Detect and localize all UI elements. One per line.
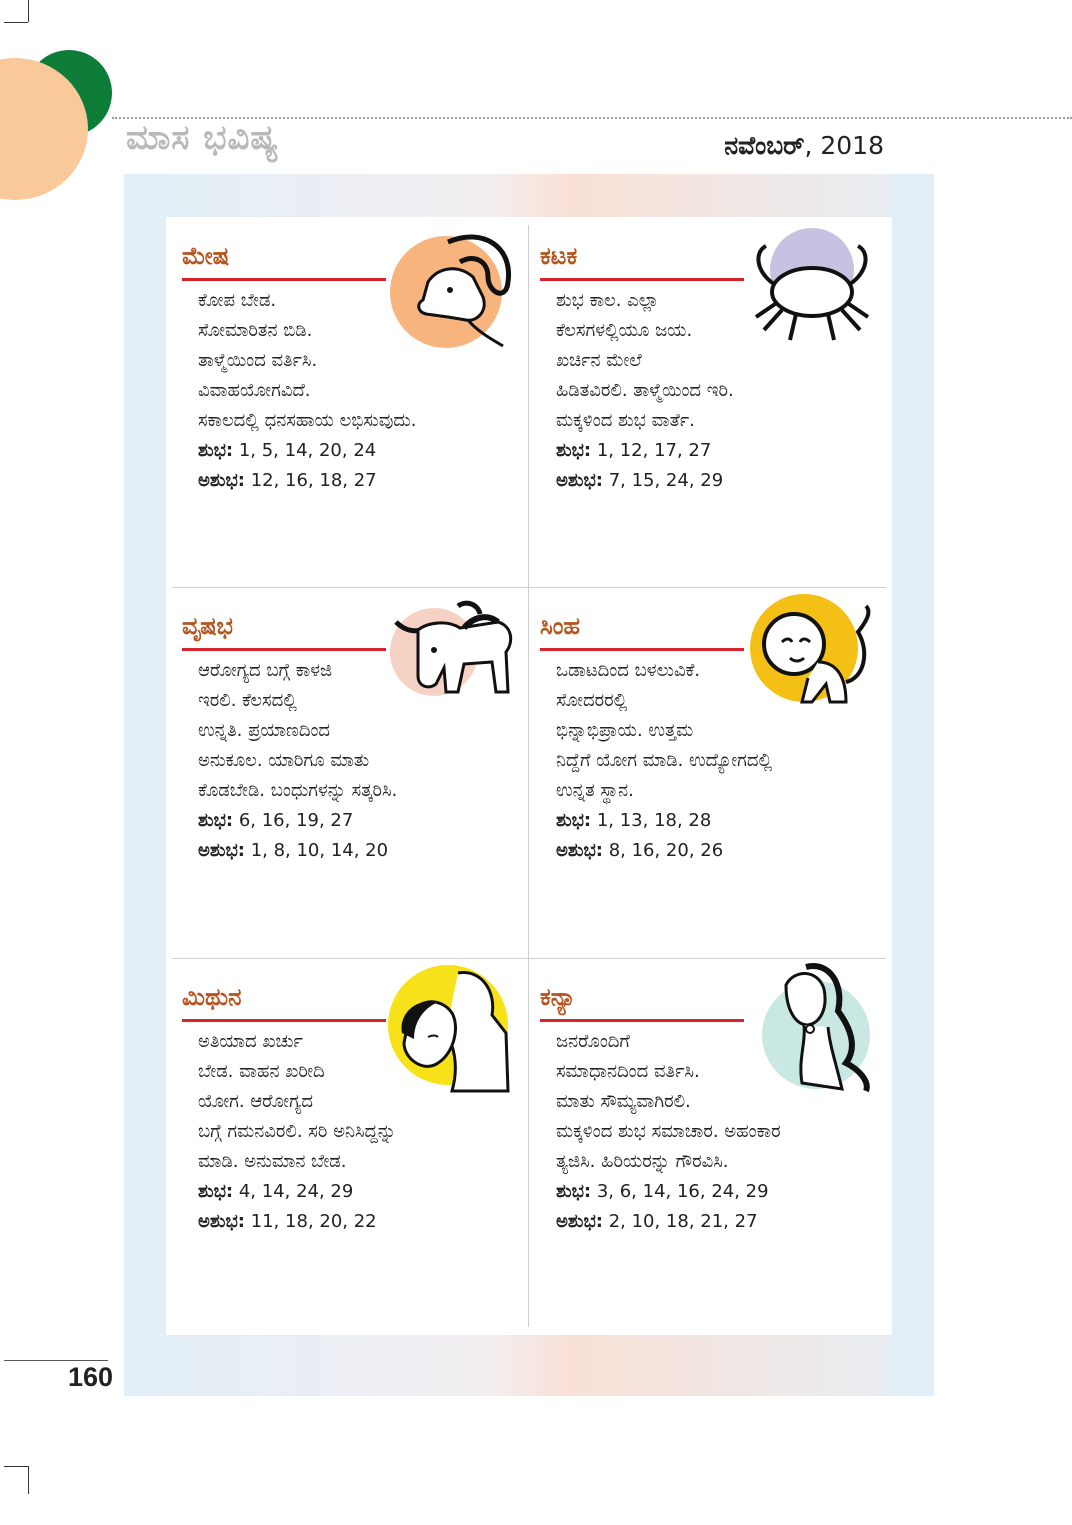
- lucky-values: 6, 16, 19, 27: [238, 810, 354, 831]
- panel-side-left: [124, 174, 166, 1396]
- prediction-line: ಸೋಮಾರಿತನ ಬಿಡಿ.: [198, 320, 313, 341]
- unlucky-label: ಅಶುಭ:: [198, 1211, 245, 1232]
- unlucky-dates: [556, 466, 734, 496]
- prediction-line: ಮಕ್ಕಳಿಂದ ಶುಭ ಸಮಾಚಾರ. ಅಹಂಕಾರ: [556, 1121, 781, 1142]
- sign-cell-kataka: [526, 222, 882, 592]
- page-number-rule: [4, 1360, 108, 1361]
- lucky-label: ಶುಭ:: [556, 810, 592, 831]
- sign-name: ವೃಷಭ: [182, 612, 233, 640]
- sign-underline: [182, 648, 386, 651]
- prediction-line: ಜನರೊಂದಿಗೆ: [556, 1031, 630, 1052]
- prediction-line: ಸಕಾಲದಲ್ಲಿ ಧನಸಹಾಯ ಲಭಿಸುವುದು.: [198, 410, 417, 431]
- lucky-dates: [556, 1177, 781, 1207]
- prediction-line: ತ್ಯಜಿಸಿ. ಹಿರಿಯರನ್ನು ಗೌರವಿಸಿ.: [556, 1151, 729, 1172]
- prediction-line: ಮಾತು ಸೌಮ್ಯವಾಗಿರಲಿ.: [556, 1091, 691, 1112]
- bull-icon: [388, 592, 518, 722]
- crab-icon: [746, 222, 876, 352]
- lucky-dates: [556, 436, 734, 466]
- lucky-label: ಶುಭ:: [556, 1181, 592, 1202]
- section-title: ಮಾಸ ಭವಿಷ್ಯ: [126, 118, 280, 158]
- lucky-values: 1, 5, 14, 20, 24: [238, 440, 377, 461]
- prediction-line: ನಿದ್ದೆಗೆ ಯೋಗ ಮಾಡಿ. ಉದ್ಯೋಗದಲ್ಲಿ: [556, 750, 773, 771]
- prediction-text: [198, 286, 416, 496]
- prediction-text: [198, 1027, 396, 1237]
- prediction-text: [556, 1027, 781, 1237]
- unlucky-values: 7, 15, 24, 29: [608, 470, 724, 491]
- lucky-label: ಶುಭ:: [198, 810, 234, 831]
- crop-mark-bottom-left-h: [4, 1466, 28, 1467]
- sign-name: ಸಿಂಹ: [540, 612, 581, 640]
- issue-date: [724, 131, 884, 161]
- lucky-dates: [198, 1177, 396, 1207]
- lucky-values: 1, 13, 18, 28: [596, 810, 712, 831]
- crop-mark-top-left-h: [4, 22, 28, 23]
- prediction-line: ಸಮಾಧಾನದಿಂದ ವರ್ತಿಸಿ.: [556, 1061, 700, 1082]
- lucky-dates: [556, 806, 772, 836]
- sign-underline: [540, 278, 744, 281]
- unlucky-dates: [198, 836, 397, 866]
- prediction-text: [556, 286, 734, 496]
- unlucky-dates: [198, 1207, 396, 1237]
- unlucky-label: ಅಶುಭ:: [198, 470, 245, 491]
- prediction-text: [556, 656, 772, 866]
- prediction-line: ತಾಳ್ಮೆಯಿಂದ ವರ್ತಿಸಿ.: [198, 350, 318, 371]
- unlucky-values: 11, 18, 20, 22: [250, 1211, 377, 1232]
- unlucky-values: 8, 16, 20, 26: [608, 840, 724, 861]
- prediction-text: [198, 656, 397, 866]
- prediction-line: ವಿವಾಹಯೋಗವಿದೆ.: [198, 380, 311, 401]
- unlucky-label: ಅಶುಭ:: [198, 840, 245, 861]
- issue-date-separator: ,: [804, 131, 821, 160]
- prediction-line: ಹಿಡಿತವಿರಲಿ. ತಾಳ್ಮೆಯಿಂದ ಇರಿ.: [556, 380, 734, 401]
- prediction-line: ಕೋಪ ಬೇಡ.: [198, 290, 277, 311]
- prediction-line: ಆರೋಗ್ಯದ ಬಗ್ಗೆ ಕಾಳಜಿ: [198, 660, 333, 681]
- prediction-line: ಮಾಡಿ. ಅನುಮಾನ ಬೇಡ.: [198, 1151, 347, 1172]
- lucky-dates: [198, 806, 397, 836]
- lucky-dates: [198, 436, 416, 466]
- prediction-line: ಅತಿಯಾದ ಖರ್ಚು: [198, 1031, 303, 1052]
- prediction-line: ಕೆಲಸಗಳಲ್ಲಿಯೂ ಜಯ.: [556, 320, 693, 341]
- prediction-line: ಅನುಕೂಲ. ಯಾರಿಗೂ ಮಾತು: [198, 750, 370, 771]
- prediction-line: ಯೋಗ. ಆರೋಗ್ಯದ: [198, 1091, 313, 1112]
- sign-name: ಕನ್ಯಾ: [540, 983, 576, 1011]
- unlucky-dates: [556, 1207, 781, 1237]
- prediction-line: ಬೇಡ. ವಾಹನ ಖರೀದಿ: [198, 1061, 325, 1082]
- panel-side-right: [892, 174, 934, 1396]
- sign-name: ಮಿಥುನ: [182, 983, 242, 1011]
- prediction-line: ಶುಭ ಕಾಲ. ಎಲ್ಲಾ: [556, 290, 659, 311]
- issue-month: ನವೆಂಬರ್: [724, 131, 805, 160]
- unlucky-label: ಅಶುಭ:: [556, 1211, 603, 1232]
- sign-name: ಕಟಕ: [540, 242, 578, 270]
- unlucky-dates: [198, 466, 416, 496]
- lucky-values: 4, 14, 24, 29: [238, 1181, 354, 1202]
- prediction-line: ಭಿನ್ನಾಭಿಪ್ರಾಯ. ಉತ್ತಮ: [556, 720, 694, 741]
- lucky-label: ಶುಭ:: [198, 1181, 234, 1202]
- prediction-line: ಉನ್ನತ ಸ್ಥಾನ.: [556, 780, 634, 801]
- prediction-line: ಬಗ್ಗೆ ಗಮನವಿರಲಿ. ಸರಿ ಅನಿಸಿದ್ದನ್ನು: [198, 1121, 396, 1142]
- issue-year: 2018: [820, 131, 884, 160]
- lucky-label: ಶುಭ:: [556, 440, 592, 461]
- prediction-line: ಕೊಡಬೇಡಿ. ಬಂಧುಗಳನ್ನು ಸತ್ಕರಿಸಿ.: [198, 780, 398, 801]
- prediction-line: ಉನ್ನತಿ. ಪ್ರಯಾಣದಿಂದ: [198, 720, 331, 741]
- prediction-line: ಸೋದರರಲ್ಲಿ: [556, 690, 628, 711]
- sign-cell-mithuna: [168, 963, 524, 1333]
- unlucky-label: ಅಶುಭ:: [556, 840, 603, 861]
- lucky-values: 3, 6, 14, 16, 24, 29: [596, 1181, 769, 1202]
- crop-mark-top-left-v: [28, 0, 29, 22]
- lucky-values: 1, 12, 17, 27: [596, 440, 712, 461]
- unlucky-values: 1, 8, 10, 14, 20: [250, 840, 389, 861]
- unlucky-values: 2, 10, 18, 21, 27: [608, 1211, 758, 1232]
- sign-cell-vrishabha: [168, 592, 524, 962]
- unlucky-values: 12, 16, 18, 27: [250, 470, 377, 491]
- sign-cell-simha: [526, 592, 882, 962]
- prediction-line: ಒಡಾಟದಿಂದ ಬಳಲುವಿಕೆ.: [556, 660, 701, 681]
- sign-underline: [182, 1019, 386, 1022]
- unlucky-dates: [556, 836, 772, 866]
- prediction-line: ಮಕ್ಕಳಿಂದ ಶುಭ ವಾರ್ತೆ.: [556, 410, 695, 431]
- sign-name: ಮೇಷ: [182, 242, 230, 270]
- sign-cell-mesha: [168, 222, 524, 592]
- crop-mark-bottom-left-v: [28, 1466, 29, 1494]
- sign-underline: [540, 1019, 744, 1022]
- twins-icon: [388, 963, 518, 1093]
- sign-underline: [182, 278, 386, 281]
- page-number: 160: [68, 1362, 114, 1392]
- sign-cell-kanya: [526, 963, 882, 1333]
- prediction-line: ಇರಲಿ. ಕೆಲಸದಲ್ಲಿ: [198, 690, 297, 711]
- unlucky-label: ಅಶುಭ:: [556, 470, 603, 491]
- lucky-label: ಶುಭ:: [198, 440, 234, 461]
- prediction-line: ಖರ್ಚಿನ ಮೇಲೆ: [556, 350, 642, 371]
- sign-underline: [540, 648, 744, 651]
